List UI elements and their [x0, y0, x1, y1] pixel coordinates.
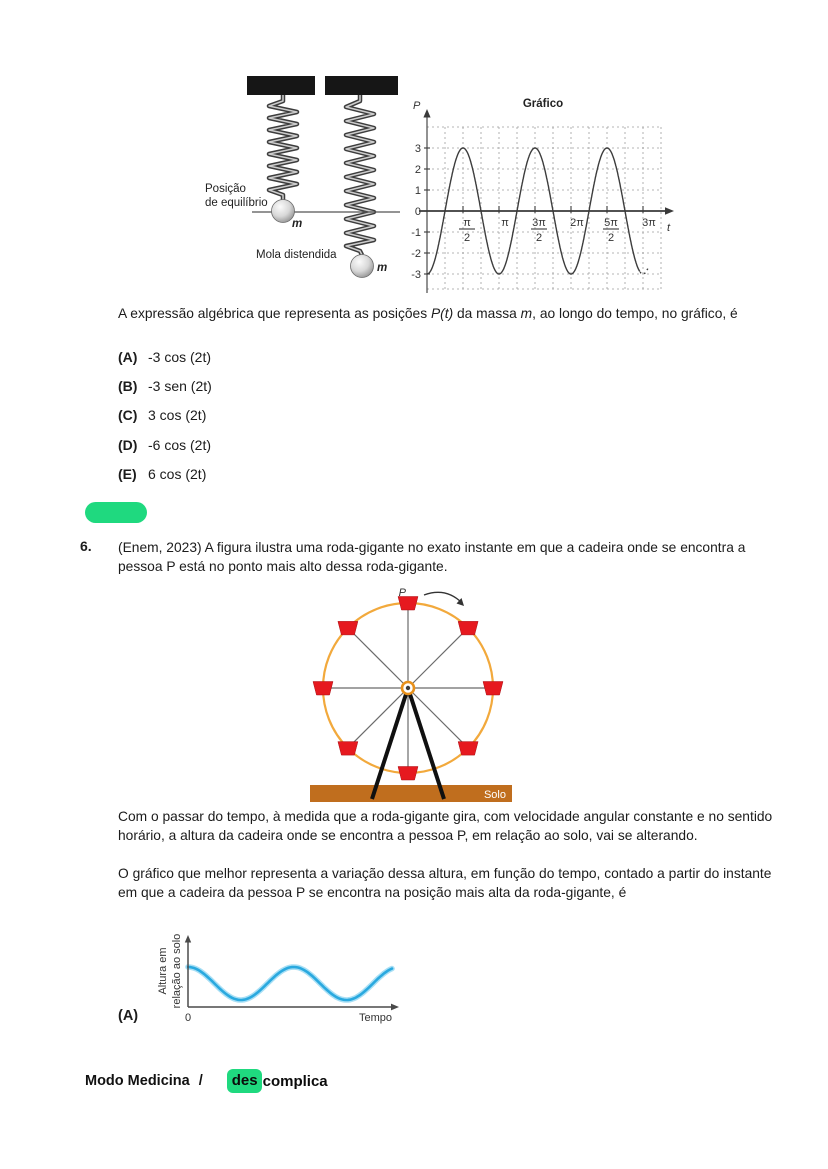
mass-ball-right [351, 255, 374, 278]
page-footer [85, 1069, 328, 1093]
height-axis-label-line1: Altura em [157, 947, 169, 995]
svg-text:2π: 2π [570, 217, 584, 229]
stem-math-symbol: m [520, 306, 533, 321]
answer-option [118, 466, 212, 482]
option-text: 3 cos (2t) [148, 407, 207, 424]
question-number: 6. [80, 538, 92, 554]
ferris-wheel-figure [296, 586, 522, 808]
y-axis-label: P [413, 100, 421, 112]
spring-left [269, 95, 297, 200]
svg-text:0: 0 [414, 205, 421, 218]
option-text: -6 cos (2t) [148, 436, 212, 453]
answer-option [118, 437, 212, 453]
wheel-seat [398, 767, 418, 781]
height-curve [188, 967, 392, 1000]
footer-brand-text: Modo Medicina [85, 1073, 190, 1089]
option-letter: (C) [118, 407, 138, 424]
stretched-spring-label: Mola distendida [256, 249, 337, 261]
svg-text:2: 2 [414, 163, 421, 176]
svg-text:5π: 5π [604, 217, 618, 229]
spring-mass-figure [200, 72, 415, 298]
ceiling-bar-left [247, 76, 315, 95]
svg-text:3π: 3π [642, 217, 656, 229]
svg-text:-3: -3 [411, 268, 421, 281]
wheel-seat [458, 742, 478, 756]
height-y-arrow [185, 935, 191, 943]
option-letter: (B) [118, 378, 138, 395]
logo-des-badge: des [227, 1069, 262, 1093]
wheel-seat [483, 682, 503, 696]
svg-text:π: π [463, 217, 471, 229]
option-text: -3 sen (2t) [148, 378, 212, 395]
stem-math-symbol: P(t) [430, 306, 454, 321]
svg-text:2: 2 [607, 232, 615, 244]
origin-label: 0 [184, 1012, 192, 1024]
answer-option [118, 407, 212, 423]
stem-text: , ao longo do tempo, no gráfico, é [532, 306, 738, 321]
footer-separator: / [198, 1073, 203, 1089]
wheel-seat [458, 621, 478, 635]
answer-options-list [118, 349, 212, 495]
svg-text:π: π [501, 217, 509, 229]
graph-title: Gráfico [522, 98, 564, 110]
question6-paragraph3: O gráfico que melhor representa a variação dessa altura, em função do tempo, contado a partir do instante em que a cadeira da pessoa P se encontra na posição mais alta da roda-gigante, é [118, 866, 772, 901]
x-axis-arrow [665, 207, 674, 215]
spring-right [346, 95, 374, 255]
equilibrium-label-line1: Posição [205, 183, 246, 195]
svg-text:3π: 3π [532, 217, 546, 229]
ground-label: Solo [483, 789, 506, 801]
answer-option [118, 378, 212, 394]
height-axis-label-line2: relação ao solo [171, 933, 183, 1009]
wheel-axle [406, 686, 410, 690]
svg-text:3: 3 [414, 142, 421, 155]
answer-option [118, 349, 212, 365]
stem-text: A expressão algébrica que representa as posições [118, 306, 431, 321]
position-time-graph [405, 85, 683, 297]
question-stem [118, 304, 768, 323]
answer-highlight-pill [85, 502, 147, 523]
support-leg-right [408, 688, 444, 799]
descomplica-logo [227, 1069, 328, 1093]
option-letter: (E) [118, 465, 137, 482]
svg-text:2: 2 [463, 232, 471, 244]
y-axis-arrow [423, 109, 430, 118]
mass-label-left: m [292, 218, 303, 230]
wheel-seat [338, 621, 358, 635]
equilibrium-label-line2: de equilíbrio [205, 197, 268, 209]
graph-plot-area [411, 127, 661, 289]
ground-bar [310, 785, 512, 802]
question6-paragraph2: Com o passar do tempo, à medida que a roda-gigante gira, com velocidade angular constante e no sentido horário, a altura da cadeira onde se encontra a pessoa P, em relação ao solo, vai se alterando. [118, 809, 773, 844]
svg-text:-2: -2 [411, 247, 421, 260]
svg-text:1: 1 [414, 184, 421, 197]
option-text: 6 cos (2t) [148, 465, 207, 482]
question6-intro: (Enem, 2023) A figura ilustra uma roda-gigante no exato instante em que a cadeira onde se encontra a pessoa P está no ponto mais alto dessa roda-gigante. [118, 540, 746, 575]
x-axis-label: t [667, 222, 671, 234]
wheel-seat [338, 742, 358, 756]
mass-label-right: m [377, 262, 388, 274]
svg-text:2: 2 [535, 232, 543, 244]
clockwise-arrow [424, 592, 462, 603]
support-leg-left [372, 688, 408, 799]
ceiling-bar-right [325, 76, 398, 95]
height-time-graph [130, 928, 415, 1030]
wheel-seat [313, 682, 333, 696]
option-a-label: (A) [118, 1008, 139, 1024]
tempo-label: Tempo [358, 1012, 392, 1024]
option-letter: (D) [118, 436, 138, 453]
height-x-arrow [391, 1004, 399, 1011]
stem-text: da massa [453, 306, 521, 321]
option-letter: (A) [118, 349, 138, 365]
option-text: -3 cos (2t) [148, 349, 212, 365]
svg-text:-1: -1 [411, 226, 421, 239]
person-p-label: P [398, 587, 406, 599]
logo-complica-text: complica [262, 1072, 328, 1090]
